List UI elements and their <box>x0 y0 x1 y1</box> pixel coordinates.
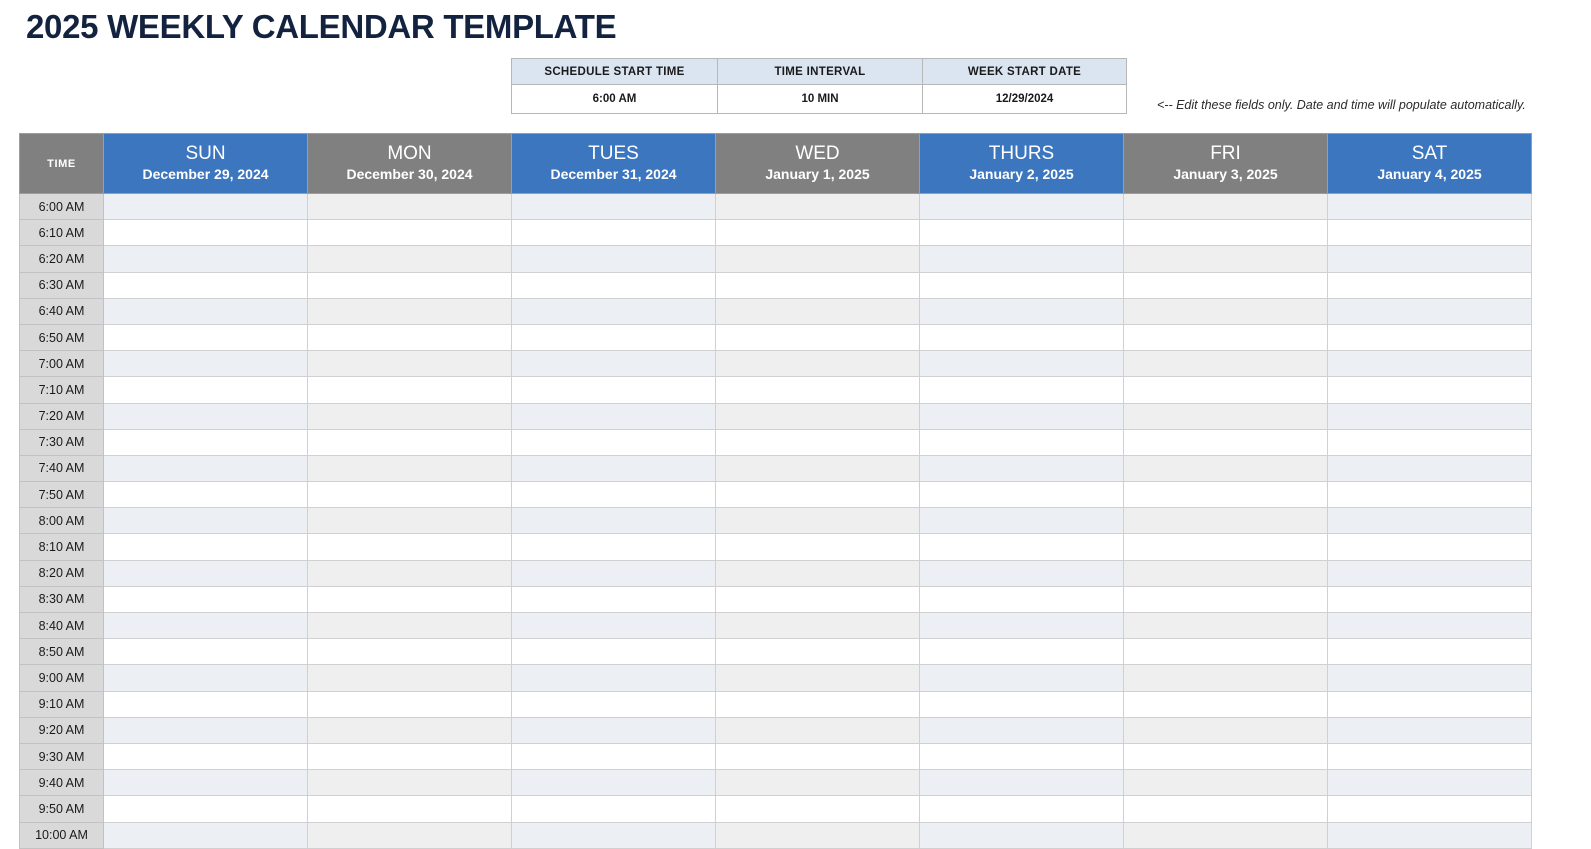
day-name-thurs: THURS <box>988 143 1055 164</box>
calendar-slot[interactable] <box>920 586 1124 612</box>
calendar-slot[interactable] <box>920 482 1124 508</box>
calendar-slot[interactable] <box>1124 560 1328 586</box>
calendar-slot[interactable] <box>716 770 920 796</box>
calendar-slot[interactable] <box>308 377 512 403</box>
calendar-slot[interactable] <box>512 220 716 246</box>
calendar-slot[interactable] <box>1124 455 1328 481</box>
time-label: 8:40 AM <box>20 613 104 639</box>
calendar-slot[interactable] <box>512 455 716 481</box>
calendar-slot[interactable] <box>308 691 512 717</box>
calendar-slot[interactable] <box>920 717 1124 743</box>
day-header-thurs <box>920 134 1124 194</box>
day-date-sat: January 4, 2025 <box>1377 166 1482 182</box>
calendar-slot[interactable] <box>716 508 920 534</box>
calendar-slot[interactable] <box>104 482 308 508</box>
calendar-row <box>20 194 1532 220</box>
day-date-sun: December 29, 2024 <box>142 166 269 182</box>
calendar-slot[interactable] <box>104 691 308 717</box>
calendar-slot[interactable] <box>512 743 716 769</box>
calendar-slot[interactable] <box>512 246 716 272</box>
calendar-slot[interactable] <box>104 455 308 481</box>
calendar-slot[interactable] <box>308 717 512 743</box>
calendar-slot[interactable] <box>1328 220 1532 246</box>
calendar-slot[interactable] <box>512 377 716 403</box>
day-header-sat <box>1328 134 1532 194</box>
calendar-slot[interactable] <box>716 560 920 586</box>
time-label: 6:20 AM <box>20 246 104 272</box>
calendar-slot[interactable] <box>512 613 716 639</box>
calendar-slot[interactable] <box>104 194 308 220</box>
schedule-start-time-label: SCHEDULE START TIME <box>512 59 718 85</box>
calendar-slot[interactable] <box>104 324 308 350</box>
calendar-slot[interactable] <box>716 246 920 272</box>
calendar-slot[interactable] <box>308 220 512 246</box>
day-header-sun <box>104 134 308 194</box>
calendar-slot[interactable] <box>512 482 716 508</box>
time-label: 8:00 AM <box>20 508 104 534</box>
time-label: 8:20 AM <box>20 560 104 586</box>
time-label: 9:00 AM <box>20 665 104 691</box>
calendar-slot[interactable] <box>512 298 716 324</box>
time-label: 7:20 AM <box>20 403 104 429</box>
calendar-row <box>20 691 1532 717</box>
calendar-slot[interactable] <box>1124 717 1328 743</box>
calendar-row <box>20 508 1532 534</box>
calendar-slot[interactable] <box>512 691 716 717</box>
calendar-slot[interactable] <box>920 246 1124 272</box>
calendar-slot[interactable] <box>512 665 716 691</box>
calendar-slot[interactable] <box>1328 298 1532 324</box>
calendar-slot[interactable] <box>308 770 512 796</box>
calendar-slot[interactable] <box>308 508 512 534</box>
calendar-slot[interactable] <box>308 298 512 324</box>
day-name-sun: SUN <box>185 143 226 164</box>
calendar-slot[interactable] <box>1124 639 1328 665</box>
calendar-slot[interactable] <box>1124 482 1328 508</box>
calendar-slot[interactable] <box>104 220 308 246</box>
calendar-row <box>20 822 1532 848</box>
calendar-slot[interactable] <box>1124 246 1328 272</box>
calendar-slot[interactable] <box>920 351 1124 377</box>
calendar-slot[interactable] <box>308 455 512 481</box>
calendar-slot[interactable] <box>308 665 512 691</box>
calendar-slot[interactable] <box>308 351 512 377</box>
calendar-slot[interactable] <box>920 796 1124 822</box>
calendar-slot[interactable] <box>1124 508 1328 534</box>
calendar-slot[interactable] <box>920 377 1124 403</box>
calendar-slot[interactable] <box>104 560 308 586</box>
calendar-slot[interactable] <box>1124 377 1328 403</box>
calendar-slot[interactable] <box>308 743 512 769</box>
calendar-slot[interactable] <box>512 560 716 586</box>
calendar-slot[interactable] <box>512 822 716 848</box>
calendar-slot[interactable] <box>920 691 1124 717</box>
calendar-slot[interactable] <box>920 822 1124 848</box>
calendar-row <box>20 482 1532 508</box>
time-label: 10:00 AM <box>20 822 104 848</box>
calendar-slot[interactable] <box>512 508 716 534</box>
calendar-slot[interactable] <box>308 560 512 586</box>
calendar-slot[interactable] <box>308 272 512 298</box>
calendar-slot[interactable] <box>716 403 920 429</box>
calendar-slot[interactable] <box>512 796 716 822</box>
calendar-slot[interactable] <box>716 351 920 377</box>
calendar-slot[interactable] <box>716 717 920 743</box>
calendar-slot[interactable] <box>104 717 308 743</box>
calendar-slot[interactable] <box>1328 691 1532 717</box>
settings-value-row <box>512 85 1127 114</box>
time-label: 6:30 AM <box>20 272 104 298</box>
calendar-row <box>20 796 1532 822</box>
calendar-slot[interactable] <box>104 639 308 665</box>
calendar-slot[interactable] <box>512 717 716 743</box>
calendar-row <box>20 613 1532 639</box>
calendar-slot[interactable] <box>1328 246 1532 272</box>
calendar-slot[interactable] <box>716 429 920 455</box>
calendar-row <box>20 770 1532 796</box>
calendar-slot[interactable] <box>716 613 920 639</box>
calendar-slot[interactable] <box>1124 822 1328 848</box>
calendar-slot[interactable] <box>1124 298 1328 324</box>
calendar-slot[interactable] <box>512 351 716 377</box>
calendar-slot[interactable] <box>716 665 920 691</box>
day-name-mon: MON <box>387 143 432 164</box>
calendar-slot[interactable] <box>920 743 1124 769</box>
calendar-slot[interactable] <box>104 770 308 796</box>
day-date-fri: January 3, 2025 <box>1173 166 1278 182</box>
calendar-slot[interactable] <box>512 403 716 429</box>
calendar-row <box>20 534 1532 560</box>
calendar-slot[interactable] <box>104 665 308 691</box>
settings-table <box>511 58 1127 114</box>
day-date-wed: January 1, 2025 <box>765 166 870 182</box>
calendar-row <box>20 272 1532 298</box>
calendar-slot[interactable] <box>920 770 1124 796</box>
day-header-wed <box>716 134 920 194</box>
calendar-slot[interactable] <box>716 482 920 508</box>
calendar-slot[interactable] <box>1328 403 1532 429</box>
calendar-slot[interactable] <box>1328 717 1532 743</box>
calendar-row <box>20 298 1532 324</box>
calendar-slot[interactable] <box>716 796 920 822</box>
time-label: 7:30 AM <box>20 429 104 455</box>
calendar-slot[interactable] <box>1328 429 1532 455</box>
day-name-tues: TUES <box>588 143 639 164</box>
day-name-sat: SAT <box>1411 143 1448 164</box>
calendar-slot[interactable] <box>1328 351 1532 377</box>
calendar-slot[interactable] <box>1328 822 1532 848</box>
calendar-slot[interactable] <box>104 298 308 324</box>
calendar-slot[interactable] <box>104 403 308 429</box>
calendar-slot[interactable] <box>716 534 920 560</box>
calendar-slot[interactable] <box>512 586 716 612</box>
calendar-slot[interactable] <box>920 639 1124 665</box>
calendar-slot[interactable] <box>308 639 512 665</box>
page-title: 2025 WEEKLY CALENDAR TEMPLATE <box>26 8 617 45</box>
calendar-slot[interactable] <box>920 403 1124 429</box>
day-date-tues: December 31, 2024 <box>550 166 677 182</box>
calendar-slot[interactable] <box>920 613 1124 639</box>
day-header-tues <box>512 134 716 194</box>
calendar-slot[interactable] <box>1328 377 1532 403</box>
time-label: 7:40 AM <box>20 455 104 481</box>
calendar-slot[interactable] <box>920 560 1124 586</box>
calendar-slot[interactable] <box>1124 272 1328 298</box>
calendar-slot[interactable] <box>716 272 920 298</box>
calendar-slot[interactable] <box>512 639 716 665</box>
calendar-slot[interactable] <box>104 508 308 534</box>
calendar-slot[interactable] <box>512 534 716 560</box>
calendar-slot[interactable] <box>1328 194 1532 220</box>
calendar-slot[interactable] <box>512 272 716 298</box>
time-label: 9:20 AM <box>20 717 104 743</box>
calendar-slot[interactable] <box>1328 796 1532 822</box>
calendar-slot[interactable] <box>308 796 512 822</box>
calendar-slot[interactable] <box>920 508 1124 534</box>
calendar-slot[interactable] <box>308 613 512 639</box>
time-label: 9:10 AM <box>20 691 104 717</box>
calendar-slot[interactable] <box>308 194 512 220</box>
calendar-slot[interactable] <box>1328 534 1532 560</box>
calendar-slot[interactable] <box>1124 351 1328 377</box>
time-label: 8:50 AM <box>20 639 104 665</box>
calendar-slot[interactable] <box>920 298 1124 324</box>
day-date-thurs: January 2, 2025 <box>969 166 1074 182</box>
calendar-slot[interactable] <box>920 455 1124 481</box>
calendar-slot[interactable] <box>308 822 512 848</box>
calendar-slot[interactable] <box>1328 324 1532 350</box>
calendar-slot[interactable] <box>308 482 512 508</box>
calendar-slot[interactable] <box>308 403 512 429</box>
time-label: 7:50 AM <box>20 482 104 508</box>
calendar-slot[interactable] <box>104 351 308 377</box>
time-label: 9:40 AM <box>20 770 104 796</box>
calendar-slot[interactable] <box>104 796 308 822</box>
calendar-slot[interactable] <box>1328 665 1532 691</box>
calendar-slot[interactable] <box>920 194 1124 220</box>
calendar-slot[interactable] <box>716 743 920 769</box>
calendar-slot[interactable] <box>1124 534 1328 560</box>
calendar-slot[interactable] <box>1124 586 1328 612</box>
calendar-slot[interactable] <box>920 665 1124 691</box>
day-header-fri <box>1124 134 1328 194</box>
calendar-slot[interactable] <box>1328 586 1532 612</box>
calendar-row <box>20 586 1532 612</box>
calendar-slot[interactable] <box>1124 220 1328 246</box>
calendar-slot[interactable] <box>716 377 920 403</box>
calendar-slot[interactable] <box>716 691 920 717</box>
time-interval-label: TIME INTERVAL <box>718 59 923 85</box>
calendar-slot[interactable] <box>920 272 1124 298</box>
calendar-slot[interactable] <box>1124 194 1328 220</box>
calendar-row <box>20 246 1532 272</box>
calendar-slot[interactable] <box>716 455 920 481</box>
week-start-date-input[interactable]: 12/29/2024 <box>923 85 1127 114</box>
calendar-slot[interactable] <box>1328 770 1532 796</box>
calendar-slot[interactable] <box>920 324 1124 350</box>
calendar-slot[interactable] <box>1124 665 1328 691</box>
day-date-mon: December 30, 2024 <box>346 166 473 182</box>
calendar-slot[interactable] <box>716 324 920 350</box>
calendar-slot[interactable] <box>1328 743 1532 769</box>
calendar-slot[interactable] <box>1328 482 1532 508</box>
calendar-grid <box>19 133 1532 849</box>
calendar-slot[interactable] <box>104 246 308 272</box>
schedule-start-time-input[interactable]: 6:00 AM <box>512 85 718 114</box>
calendar-slot[interactable] <box>308 429 512 455</box>
calendar-slot[interactable] <box>1328 455 1532 481</box>
calendar-slot[interactable] <box>716 822 920 848</box>
day-name-fri: FRI <box>1210 143 1241 164</box>
calendar-row <box>20 351 1532 377</box>
calendar-header-row <box>20 134 1532 194</box>
time-label: 8:30 AM <box>20 586 104 612</box>
calendar-row <box>20 220 1532 246</box>
calendar-slot[interactable] <box>1328 613 1532 639</box>
calendar-row <box>20 743 1532 769</box>
week-start-date-label: WEEK START DATE <box>923 59 1127 85</box>
time-label: 6:40 AM <box>20 298 104 324</box>
calendar-slot[interactable] <box>308 246 512 272</box>
day-header-mon <box>308 134 512 194</box>
calendar-slot[interactable] <box>104 743 308 769</box>
calendar-slot[interactable] <box>512 324 716 350</box>
calendar-slot[interactable] <box>104 272 308 298</box>
calendar-slot[interactable] <box>920 220 1124 246</box>
calendar-slot[interactable] <box>308 586 512 612</box>
settings-note: <-- Edit these fields only. Date and time will populate automatically. <box>1157 98 1526 112</box>
time-label: 8:10 AM <box>20 534 104 560</box>
calendar-row <box>20 455 1532 481</box>
calendar-row <box>20 560 1532 586</box>
calendar-slot[interactable] <box>1328 272 1532 298</box>
settings-header-row <box>512 59 1127 85</box>
calendar-slot[interactable] <box>920 429 1124 455</box>
calendar-row <box>20 377 1532 403</box>
calendar-slot[interactable] <box>716 298 920 324</box>
calendar-slot[interactable] <box>104 377 308 403</box>
time-column-header: TIME <box>20 134 104 194</box>
calendar-slot[interactable] <box>512 194 716 220</box>
time-label: 7:00 AM <box>20 351 104 377</box>
calendar-slot[interactable] <box>104 613 308 639</box>
calendar-slot[interactable] <box>512 770 716 796</box>
calendar-slot[interactable] <box>104 586 308 612</box>
calendar-slot[interactable] <box>512 429 716 455</box>
time-label: 6:50 AM <box>20 324 104 350</box>
calendar-slot[interactable] <box>308 324 512 350</box>
calendar-slot[interactable] <box>1124 429 1328 455</box>
calendar-slot[interactable] <box>308 534 512 560</box>
time-label: 6:00 AM <box>20 194 104 220</box>
time-label: 9:30 AM <box>20 743 104 769</box>
calendar-slot[interactable] <box>1124 796 1328 822</box>
calendar-slot[interactable] <box>1124 403 1328 429</box>
calendar-slot[interactable] <box>1124 324 1328 350</box>
calendar-slot[interactable] <box>1328 639 1532 665</box>
calendar-slot[interactable] <box>716 586 920 612</box>
calendar-slot[interactable] <box>1328 560 1532 586</box>
calendar-slot[interactable] <box>1124 613 1328 639</box>
time-label: 6:10 AM <box>20 220 104 246</box>
time-label: 7:10 AM <box>20 377 104 403</box>
calendar-slot[interactable] <box>716 220 920 246</box>
calendar-slot[interactable] <box>920 534 1124 560</box>
calendar-slot[interactable] <box>104 534 308 560</box>
calendar-slot[interactable] <box>104 822 308 848</box>
calendar-slot[interactable] <box>716 639 920 665</box>
calendar-row <box>20 429 1532 455</box>
calendar-slot[interactable] <box>1124 743 1328 769</box>
calendar-row <box>20 717 1532 743</box>
calendar-row <box>20 324 1532 350</box>
calendar-row <box>20 403 1532 429</box>
time-interval-input[interactable]: 10 MIN <box>718 85 923 114</box>
calendar-slot[interactable] <box>1124 770 1328 796</box>
calendar-body <box>20 194 1532 849</box>
calendar-slot[interactable] <box>104 429 308 455</box>
calendar-slot[interactable] <box>1328 508 1532 534</box>
calendar-slot[interactable] <box>716 194 920 220</box>
calendar-row <box>20 665 1532 691</box>
time-label: 9:50 AM <box>20 796 104 822</box>
day-name-wed: WED <box>795 143 840 164</box>
calendar-row <box>20 639 1532 665</box>
calendar-slot[interactable] <box>1124 691 1328 717</box>
